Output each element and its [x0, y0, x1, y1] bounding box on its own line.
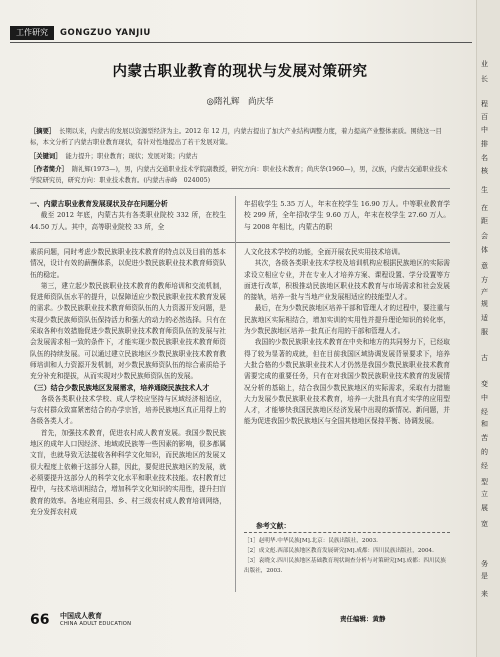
bio-label: ［作者简介］ — [30, 166, 68, 173]
adjacent-page-char: 在 — [481, 204, 488, 212]
adjacent-page-char: 变 — [481, 380, 488, 388]
references-rule — [244, 532, 450, 533]
band-left-paragraph: 截至 2012 年底，内蒙古共有各类职业院校 332 所，在校生 44.50 万人。其中，高等职业院校 33 所，全 — [30, 211, 226, 231]
adjacent-page-char: 意 — [481, 262, 488, 270]
adjacent-page-char: 古 — [481, 354, 488, 362]
reference-item: ［1］赵明华.中华民族[M].北京：民族出版社，2003. — [244, 538, 378, 544]
subsection-heading: （三）结合少数民族地区发展需求，培养通晓民族技术人才 — [30, 383, 210, 392]
abstract-label: ［摘要］ — [30, 128, 56, 135]
body-paragraph: 最后，在为少数民族地区培养干部和管理人才的过程中，要注重与民族地区实际相结合，增加实训的实用性并提升理论知识的转化率，为少数民族地区培养一批真正有用的干部和管理人才。 — [244, 304, 450, 336]
left-column — [30, 247, 226, 518]
references-heading: 参考文献： — [256, 522, 291, 530]
adjacent-page-char: 是 — [481, 572, 488, 580]
body-paragraph: 素质问题，同时考虑少数民族职业技术教育的特点以及目前的基本情况，设计有效的薪酬体系，以促进少数民族职业技术教育师资队伍的稳定。 — [30, 248, 226, 279]
adjacent-page-char: 排 — [481, 140, 488, 148]
adjacent-page-char: 经 — [481, 408, 488, 416]
band-rule — [30, 242, 450, 243]
bio-text: 隋礼辉(1973—)，男，内蒙古交通职业技术学院副教授，研究方向：职业技术教育；尚庆华(1960—)，男，汉族，内蒙古交通职业技术学院研究员，研究方向：职业技术教育。(内蒙古赤峰 024005) — [30, 166, 448, 184]
body-paragraph: 我国的少数民族职业技术教育在中央和地方的共同努力下，已经取得了较为显著的成就，但在目前我国区域协调发展背景要求下，培养大批合格的少数民族职业技术人才仍然是我国少数民族职业技术教育需要完成的重要任务，只有在对我国少数民族职业技术教育的发展情况分析的基础上，结合我国少数民族地区的实际需求，采取有力措施大力发展少数民族职业技术教育，培养一大批具有真才实学的应用型人才，才能够快我国民族地区经济发展中出现的新情况、新问题，并能为促进我国少数民族地区与全国其他地区保持平衡、协调发展。 — [244, 338, 450, 426]
band-right-column — [244, 199, 450, 233]
adjacent-page-char: 中 — [481, 126, 488, 134]
adjacent-page-char: 生 — [481, 186, 488, 194]
adjacent-page-char: 的 — [481, 448, 488, 456]
section-pinyin: GONGZUO YANJIU — [60, 28, 151, 38]
abstract — [30, 126, 450, 148]
adjacent-page-char: 程 — [481, 100, 488, 108]
adjacent-page-char: 核 — [481, 167, 488, 175]
band-right-paragraph: 年招收学生 5.35 万人，年末在校学生 16.90 万人。中等职业教育学校 299 所，全年招收学生 9.60 万人，年末在校学生 27.60 万人。与 2008 年相比，内蒙古的职 — [244, 200, 450, 231]
adjacent-page-char: 适 — [481, 314, 488, 322]
adjacent-page-char: 型 — [481, 478, 488, 486]
section-header — [10, 26, 151, 40]
adjacent-page-char: 产 — [481, 288, 488, 296]
adjacent-page-char: 会 — [481, 232, 488, 240]
adjacent-page-char: 长 — [481, 75, 488, 83]
abstract-text: 长期以来，内蒙古的发展以资源型经济为主。2012 年 12 月，内蒙古提出了加大产业结构调整力度，着力提高产业整体素质。围绕这一目标，本文分析了内蒙古职业教育现状，有针对性地提出了若干发展对策。 — [30, 128, 442, 146]
adjacent-page-char: 立 — [481, 490, 488, 498]
column-divider — [235, 196, 236, 592]
adjacent-page-char: 和 — [481, 420, 488, 428]
journal-name-en: CHINA ADULT EDUCATION — [60, 621, 132, 627]
author-bio — [30, 164, 450, 186]
section-tag: 工作研究 — [10, 26, 54, 40]
body-paragraph: 其次，各级各类职业技术学校及培训机构应根据民族地区的实际需求设立相应专业，并在专业人才培养方案、课程设置、学分设置等方面进行改革，积极推动民族地区职业技术教育与市场需求和社会发展的接轨，培养一批与当地产业发展相适应的技能型人才。 — [244, 259, 450, 302]
adjacent-page-char: 展 — [481, 504, 488, 512]
adjacent-page-char: 名 — [481, 154, 488, 162]
body-paragraph: 各级各类职业技术学校、成人学校应坚持与区域经济相适应，与农村群众致富紧密结合的办学宗旨，培养民族地区真正用得上的各级各类人才。 — [30, 394, 226, 426]
adjacent-page-edge — [476, 0, 500, 657]
right-column — [244, 247, 450, 428]
references — [244, 520, 450, 576]
keywords — [30, 151, 450, 162]
adjacent-page-char: 规 — [481, 300, 488, 308]
adjacent-page-char: 业 — [481, 60, 488, 68]
adjacent-page-char: 务 — [481, 560, 488, 568]
reference-item: ［2］成文彪.西部民族地区教育发展研究[M].成都：四川民族出版社，2004. — [244, 548, 434, 554]
adjacent-page-char: 服 — [481, 328, 488, 336]
reference-item: ［3］袁晓文.四川民族地区基础教育现状调查分析与对策研究[M].成都：四川民族出版社，2003. — [244, 558, 446, 574]
adjacent-page-char: 距 — [481, 217, 488, 225]
adjacent-page-char: 苦 — [481, 434, 488, 442]
adjacent-page-char: 经 — [481, 462, 488, 470]
adjacent-page-char: 体 — [481, 246, 488, 254]
article-authors: ◎隋礼辉 尚庆华 — [206, 97, 274, 107]
article-title: 内蒙古职业教育的现状与发展对策研究 — [112, 64, 368, 80]
keywords-label: ［关键词］ — [30, 153, 62, 160]
header-rule — [10, 42, 472, 43]
section-heading-1: 一、内蒙古职业教育发展现状及存在问题分析 — [30, 200, 168, 208]
keywords-text: 能力提升；职业教育；现状；发展对策；内蒙古 — [65, 153, 198, 160]
journal-name — [60, 612, 131, 628]
adjacent-page-char: 宽 — [481, 520, 488, 528]
journal-name-cn: 中国成人教育 — [60, 612, 102, 620]
responsible-editor: 责任编辑：黄静 — [340, 615, 386, 623]
adjacent-page-char: 来 — [481, 590, 488, 598]
adjacent-page-char: 中 — [481, 394, 488, 402]
body-paragraph: 人文化技术学校的功能，全面开展农民实用技术培训。 — [244, 248, 405, 256]
band-left-column — [30, 199, 226, 233]
body-paragraph: 第三，建立起少数民族职业技术教育的教师培训和交流机制，促进师资队伍水平的提升，以保障适应少数民族职业技术教育发展的需求。少数民族职业技术教育师资队伍的人力资源开发问题，是实现少数民族师资队伍保持活力和强大的动力的必然选择。只有在采取各种有效措施促进少数民族职业技术教育师资队伍的发展与社会发展需求相一致的条件下，才能实现少数民族职业技术教育师资队伍的持续发展。可以通过建立民族地区少数民族职业技术教育教师培训和人力资源开发机制，对少数民族师资队伍的综合素质给予充分补充和提拔，从而实现对少数民族师资队伍的发展。 — [30, 281, 226, 381]
page-number: 66 — [30, 612, 50, 628]
abstract-separator — [30, 188, 450, 189]
adjacent-page-char: 百 — [481, 113, 488, 121]
adjacent-page-char: 方 — [481, 276, 488, 284]
body-paragraph: 首先，加强技术教育，促进农村成人教育发展。我国少数民族地区的成年人口因经济、地域或民族等一些因素的影响，很多都属文盲，也就导致无法接收各种科学文化知识，而民族地区的发展又很大程度上依赖于这部分人群，因此，要促进民族地区的发展，就必须要提升这部分人的科学文化水平和职业技术技能。农村教育过程中，与技术培训相结合，增加科学文化知识的实用性，提升扫盲教育的效率。各地应利用县、乡、村三级农村成人教育培训网络，充分发挥农村成 — [30, 428, 226, 516]
